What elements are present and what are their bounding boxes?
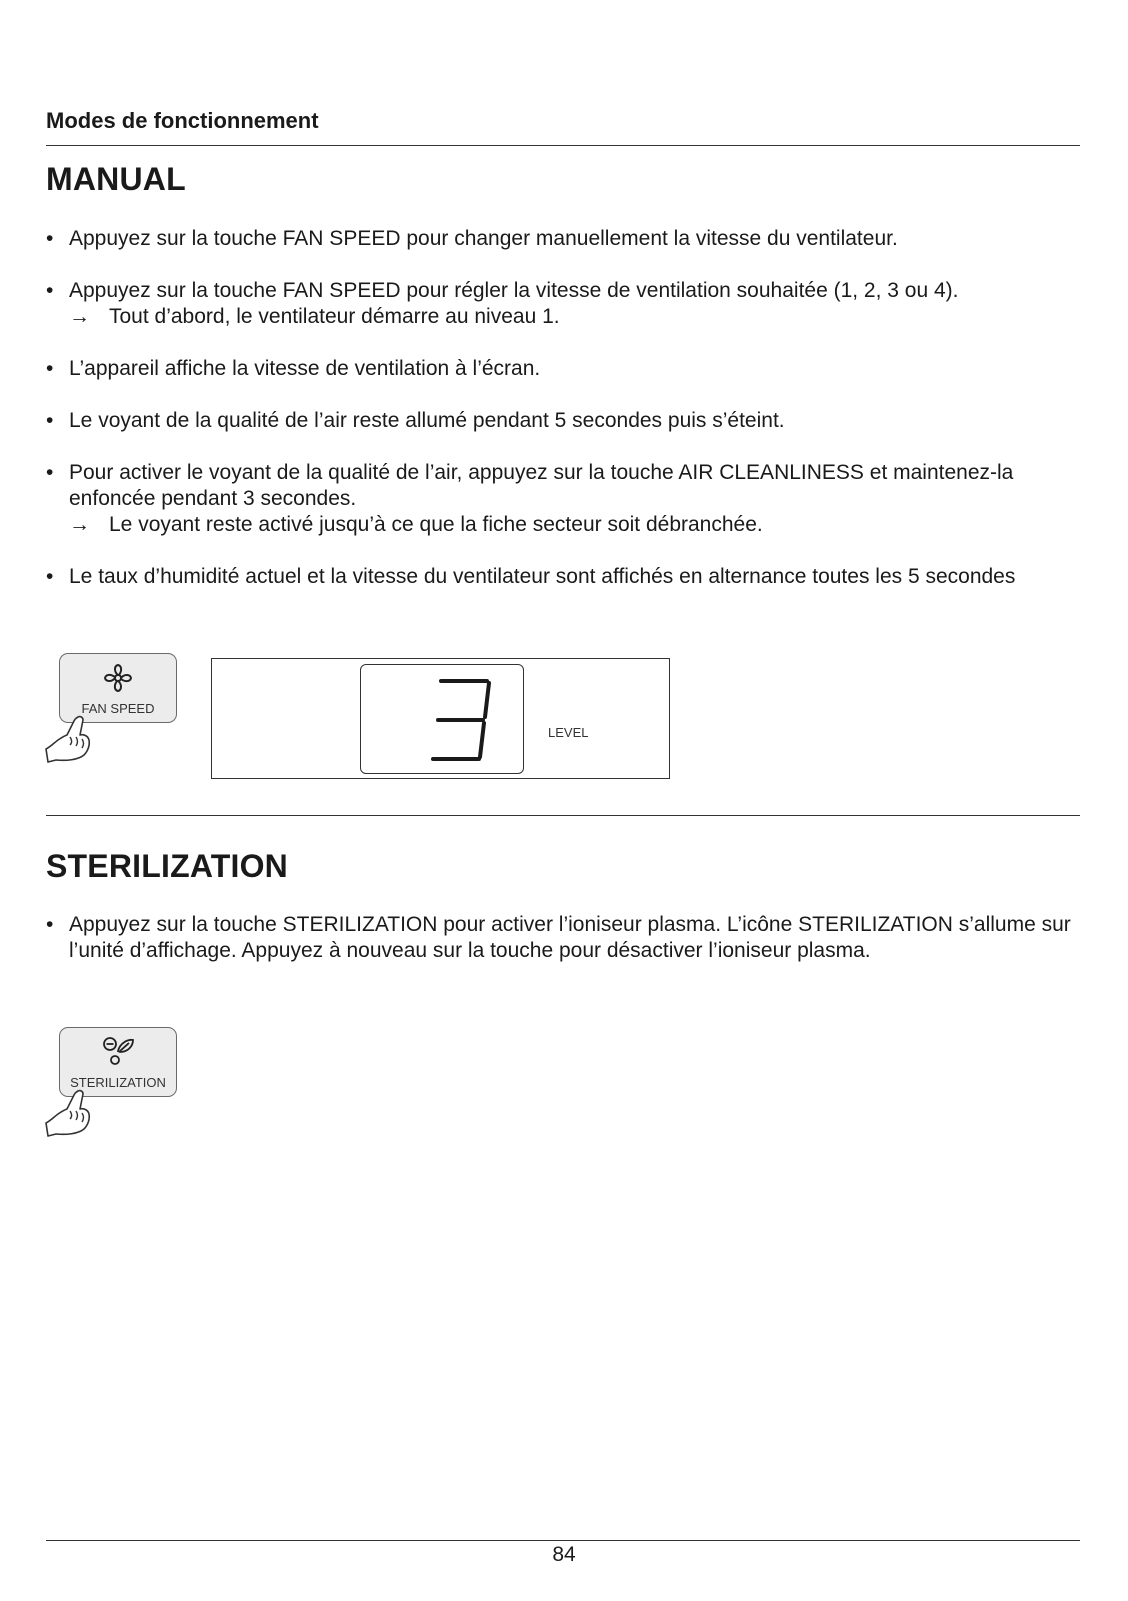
list-item: [46, 226, 1096, 252]
bullet-icon: •: [46, 357, 54, 380]
section-header: Modes de fonctionnement: [46, 108, 319, 133]
arrow-icon: →: [69, 513, 90, 536]
list-item: [46, 408, 1096, 434]
bullet-subnote: [69, 304, 1096, 330]
bullet-icon: •: [46, 565, 54, 588]
digit-window: [360, 664, 524, 774]
segment-b: [485, 683, 489, 717]
page-number: 84: [552, 1543, 576, 1566]
bullet-text: L’appareil affiche la vitesse de ventilation à l’écran.: [69, 357, 541, 380]
ion-leaf-icon: [98, 1034, 138, 1068]
bullet-icon: •: [46, 279, 54, 302]
segment-c: [480, 723, 484, 757]
pointing-hand-icon: [44, 713, 96, 765]
bullet-text: Appuyez sur la touche FAN SPEED pour régler la vitesse de ventilation souhaitée (1, 2, 3 ou 4).: [69, 279, 959, 302]
bullet-text: Le taux d’humidité actuel et la vitesse du ventilateur sont affichés en alternance toutes les 5 secondes: [69, 565, 1016, 588]
subnote-text: Le voyant reste activé jusqu’à ce que la fiche secteur soit débranchée.: [109, 513, 763, 536]
header-rule: [46, 145, 1080, 146]
sterilization-bullet-list: [46, 912, 1096, 990]
seven-segment-digit: [429, 675, 519, 765]
fan-speed-label: FAN SPEED: [81, 701, 155, 716]
section-divider: [46, 815, 1080, 816]
bullet-text: Le voyant de la qualité de l’air reste allumé pendant 5 secondes puis s’éteint.: [69, 409, 785, 432]
bullet-icon: •: [46, 461, 54, 484]
bullet-text: Appuyez sur la touche STERILIZATION pour activer l’ioniseur plasma. L’icône STERILIZATION s’allume sur l’unité d’affichage. Appuyez à nouveau sur la touche pour désactiver l’ioniseur plasma.: [69, 913, 1071, 962]
level-label: LEVEL: [548, 725, 589, 740]
list-item: [46, 278, 1096, 330]
list-item: [46, 460, 1096, 538]
bullet-icon: •: [46, 227, 54, 250]
fan-icon: [100, 662, 136, 694]
sterilization-title: STERILIZATION: [46, 848, 288, 884]
bullet-text: Appuyez sur la touche FAN SPEED pour changer manuellement la vitesse du ventilateur.: [69, 227, 898, 250]
footer-rule: [46, 1540, 1080, 1541]
bullet-icon: •: [46, 913, 54, 936]
list-item: [46, 564, 1096, 590]
subnote-text: Tout d’abord, le ventilateur démarre au niveau 1.: [109, 305, 560, 328]
arrow-icon: →: [69, 305, 90, 328]
list-item: [46, 912, 1096, 964]
fan-level-display: [211, 658, 670, 779]
manual-bullet-list: [46, 226, 1096, 616]
manual-title: MANUAL: [46, 161, 186, 197]
list-item: [46, 356, 1096, 382]
bullet-icon: •: [46, 409, 54, 432]
bullet-text: Pour activer le voyant de la qualité de l’air, appuyez sur la touche AIR CLEANLINESS et maintenez-la enfoncée pendant 3 secondes.: [69, 461, 1014, 510]
sterilization-label: STERILIZATION: [70, 1075, 166, 1090]
pointing-hand-icon: [44, 1087, 96, 1139]
bullet-subnote: [69, 512, 1096, 538]
